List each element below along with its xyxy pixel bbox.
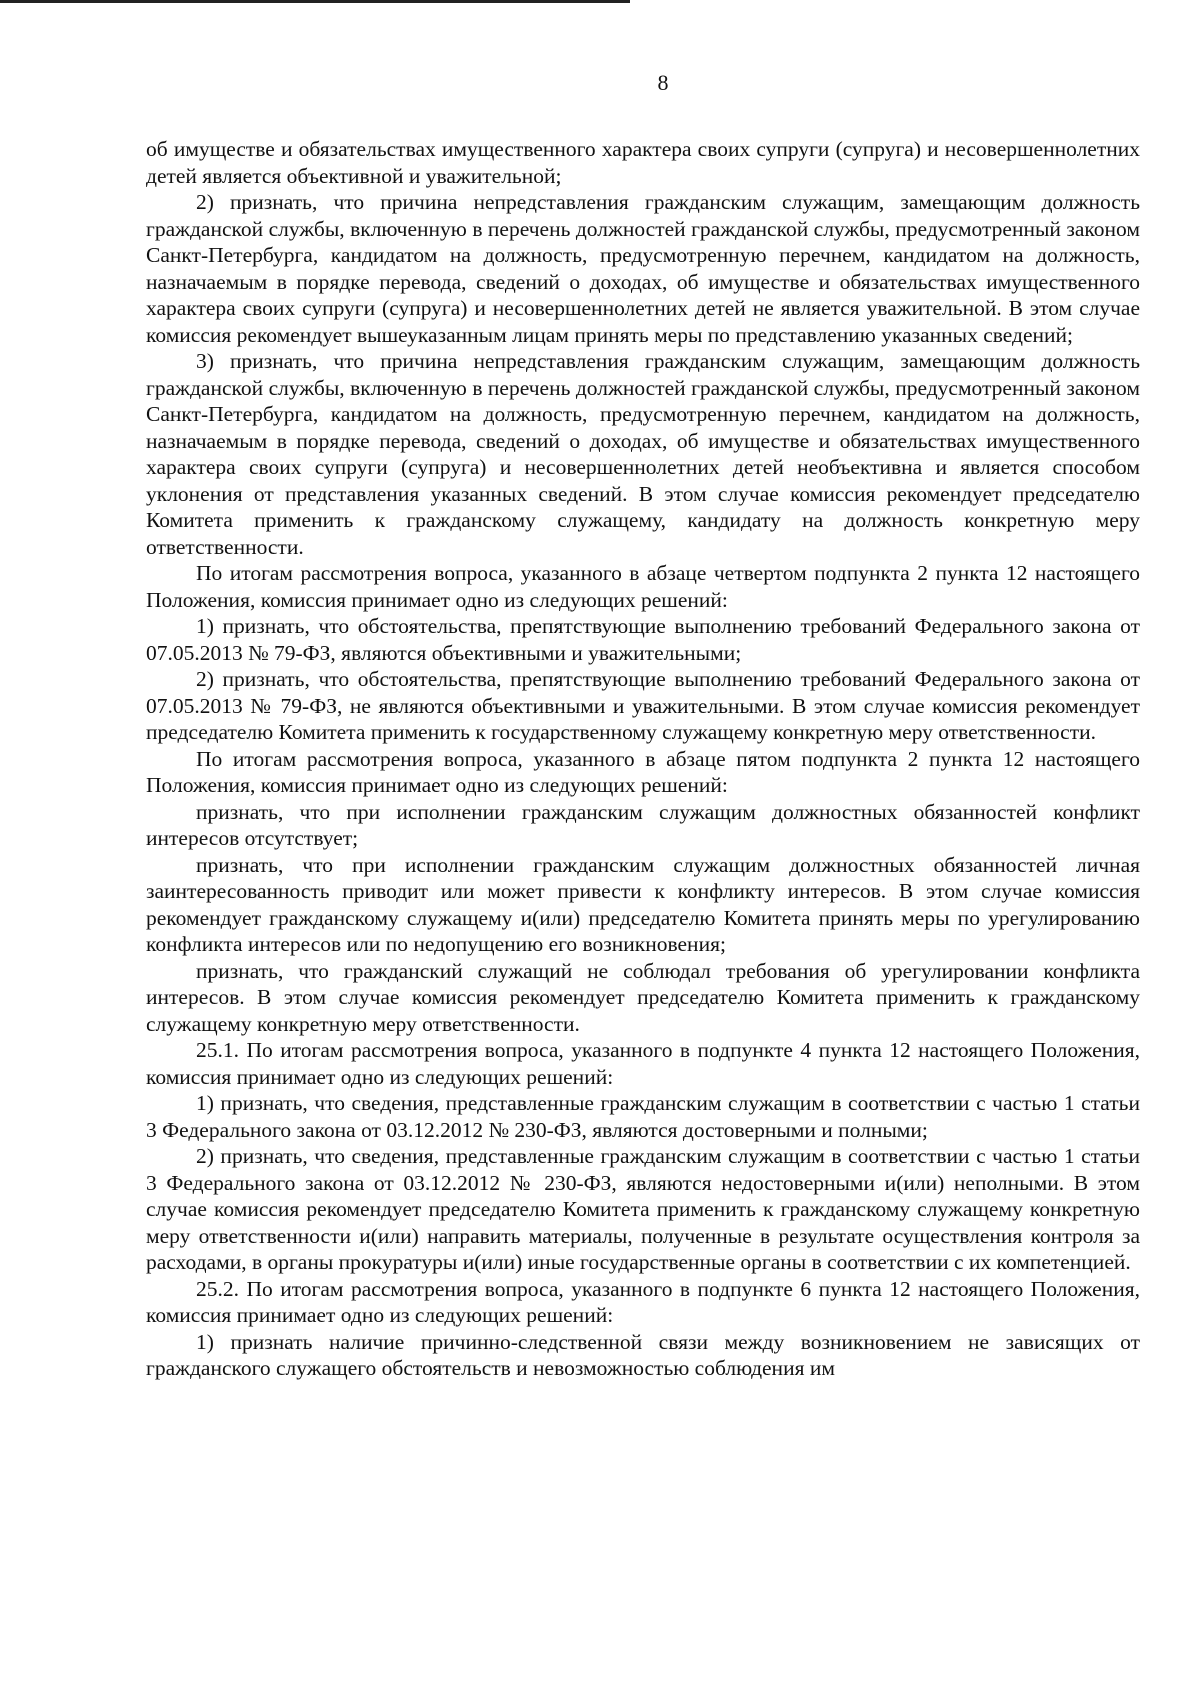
paragraph-item-3-evasion: 3) признать, что причина непредставления гражданским служащим, замещающим должность гражданской службы, включенную в перечень должностей гражданской службы, предусмотренный законом Санкт-Петербурга, кандидатом на должность, предусмотренную перечнем, кандидатом на должность, назначаемым в порядке перевода, сведений о доходах, об имуществе и обязательствах имущественного характера своих супруги (супруга) и несовершеннолетних детей необъективна и является способом уклонения от представления указанных сведений. В этом случае комиссия рекомендует председателю Комитета применить к гражданскому служащему, кандидату на должность конкретную меру ответственности. xyxy=(146,349,1140,559)
paragraph-conflict-possible: признать, что при исполнении гражданским служащим должностных обязанностей личная заинтересованность приводит или может привести к конфликту интересов. В этом случае комиссия рекомендует гражданскому служащему и(или) председателю Комитета принять меры по урегулированию конфликта интересов или по недопущению его возникновения; xyxy=(146,852,1140,956)
paragraph-continuation: об имуществе и обязательствах имущественного характера своих супруги (супруга) и несовершеннолетних детей является объективной и уважительной; xyxy=(146,137,1140,188)
paragraph-79fz-item-2: 2) признать, что обстоятельства, препятствующие выполнению требований Федерального закона от 07.05.2013 № 79-ФЗ, не являются объективными и уважительными. В этом случае комиссия рекомендует председателю Комитета применить к государственному служащему конкретную меру ответственности. xyxy=(146,667,1140,744)
paragraph-item-2-not-valid-reason: 2) признать, что причина непредставления гражданским служащим, замещающим должность гражданской службы, включенную в перечень должностей гражданской службы, предусмотренный законом Санкт-Петербурга, кандидатом на должность, предусмотренную перечнем, кандидатом на должность, назначаемым в порядке перевода, сведений о доходах, об имуществе и обязательствах имущественного характера своих супруги (супруга) и несовершеннолетних детей не является уважительной. В этом случае комиссия рекомендует вышеуказанным лицам принять меры по представлению указанных сведений; xyxy=(146,190,1140,347)
paragraph-25-1-intro: 25.1. По итогам рассмотрения вопроса, указанного в подпункте 4 пункта 12 настоящего Положения, комиссия принимает одно из следующих решений: xyxy=(146,1038,1140,1089)
paragraph-25-2-item-1: 1) признать наличие причинно-следственной связи между возникновением не зависящих от гражданского служащего обстоятельств и невозможностью соблюдения им xyxy=(146,1329,1140,1380)
paragraph-79fz-item-1: 1) признать, что обстоятельства, препятствующие выполнению требований Федерального закона от 07.05.2013 № 79-ФЗ, являются объективными и уважительными; xyxy=(146,614,1140,665)
paragraph-conflict-violated: признать, что гражданский служащий не соблюдал требования об урегулировании конфликта интересов. В этом случае комиссия рекомендует председателю Комитета применить к гражданскому служащему конкретную меру ответственности. xyxy=(146,958,1140,1036)
paragraph-conflict-intro: По итогам рассмотрения вопроса, указанного в абзаце пятом подпункта 2 пункта 12 настоящего Положения, комиссия принимает одно из следующих решений: xyxy=(146,746,1140,797)
paragraph-25-1-item-1: 1) признать, что сведения, представленные гражданским служащим в соответствии с частью 1 статьи 3 Федерального закона от 03.12.2012 № 230-ФЗ, являются достоверными и полными; xyxy=(146,1091,1140,1142)
paragraph-section-79fz-intro: По итогам рассмотрения вопроса, указанного в абзаце четвертом подпункта 2 пункта 12 настоящего Положения, комиссия принимает одно из следующих решений: xyxy=(146,561,1140,612)
paragraph-25-1-item-2: 2) признать, что сведения, представленные гражданским служащим в соответствии с частью 1 статьи 3 Федерального закона от 03.12.2012 № 230-ФЗ, являются недостоверными и(или) неполными. В этом случае комиссия рекомендует председателю Комитета применить к гражданскому служащему конкретную меру ответственности и(или) направить материалы, полученные в результате осуществления контроля за расходами, в органы прокуратуры и(или) иные государственные органы в соответствии с их компетенцией. xyxy=(146,1144,1140,1274)
page-number: 8 xyxy=(657,70,669,95)
paragraph-25-2-intro: 25.2. По итогам рассмотрения вопроса, указанного в подпункте 6 пункта 12 настоящего Положения, комиссия принимает одно из следующих решений: xyxy=(146,1276,1140,1327)
paragraph-conflict-absent: признать, что при исполнении гражданским служащим должностных обязанностей конфликт интересов отсутствует; xyxy=(146,799,1140,850)
